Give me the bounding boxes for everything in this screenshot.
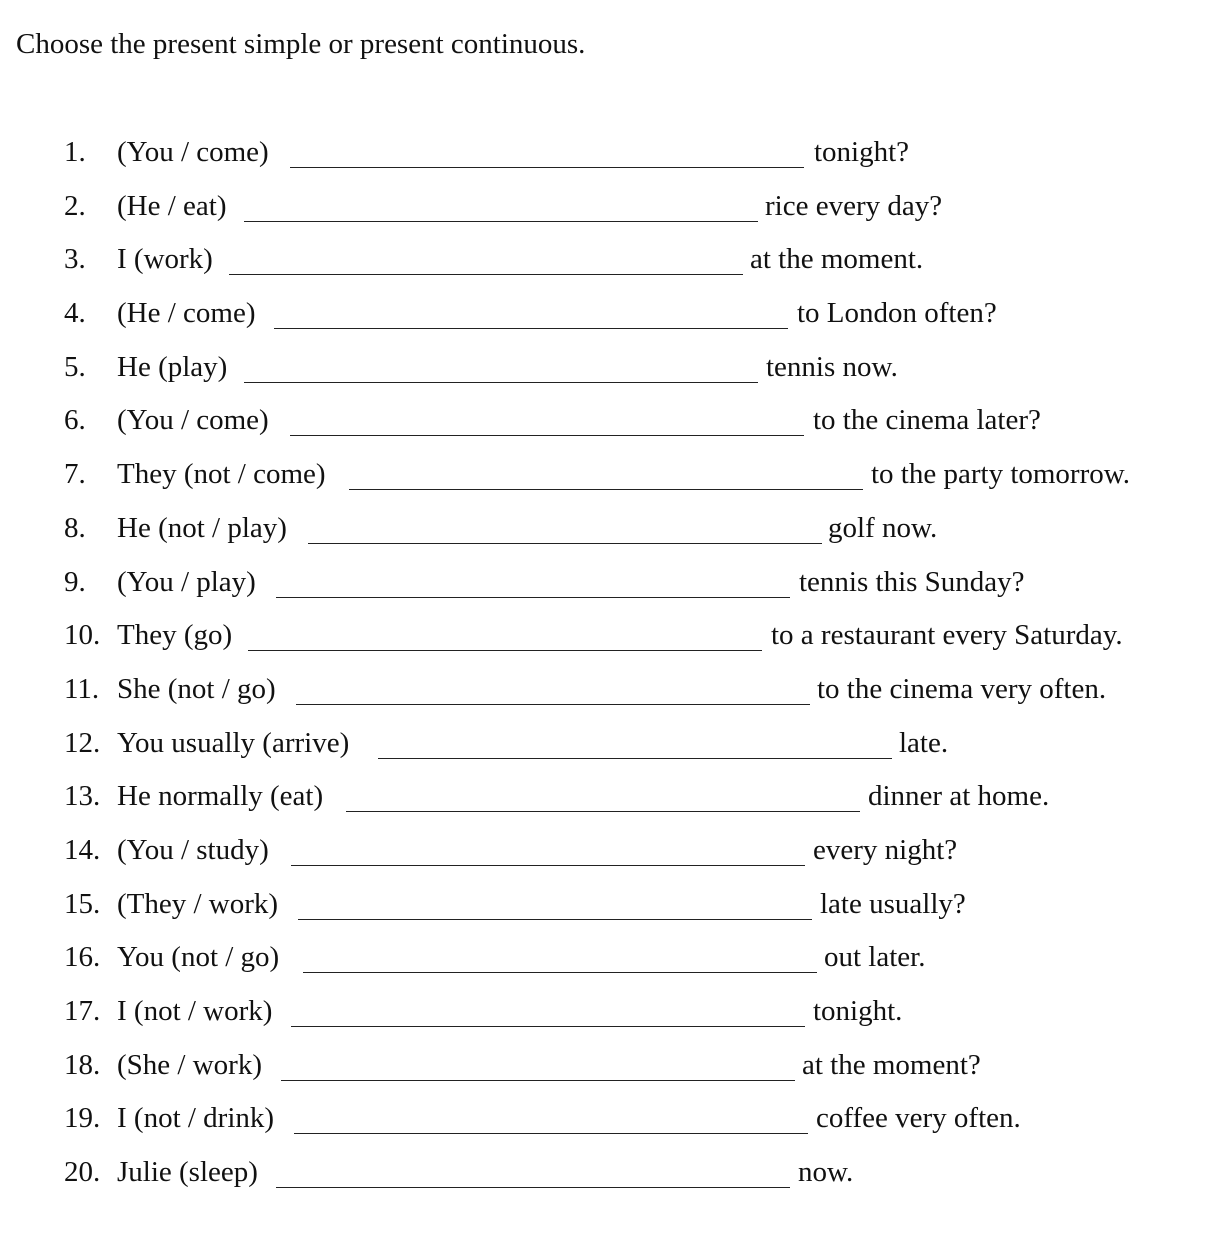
item-ending: tonight?	[814, 136, 910, 168]
item-number: 12.	[64, 726, 101, 759]
item-ending: to London often?	[797, 297, 997, 330]
exercise-item	[64, 240, 1184, 294]
item-prompt: (She / work)	[117, 1048, 262, 1081]
answer-blank[interactable]	[308, 520, 822, 544]
answer-blank[interactable]	[303, 949, 817, 973]
answer-blank[interactable]	[346, 788, 860, 812]
answer-blank[interactable]	[276, 1164, 790, 1188]
answer-blank[interactable]	[290, 412, 804, 436]
item-prompt: I (not / drink)	[117, 1102, 275, 1135]
exercise-item	[64, 401, 1184, 455]
exercise-item	[64, 777, 1184, 831]
exercise-item	[64, 1153, 1184, 1207]
item-number: 10.	[64, 619, 101, 652]
item-ending: at the moment.	[750, 243, 924, 276]
item-number: 19.	[64, 1102, 101, 1135]
item-prompt: (You / play)	[117, 565, 256, 598]
exercise-item	[64, 670, 1184, 724]
answer-blank[interactable]	[378, 735, 892, 759]
exercise-item	[64, 563, 1184, 617]
answer-blank[interactable]	[229, 251, 743, 275]
item-ending: golf now.	[828, 511, 938, 544]
item-prompt: (You / come)	[117, 136, 269, 168]
item-number: 17.	[64, 995, 101, 1027]
exercise-item	[64, 1099, 1184, 1153]
exercise-item	[64, 831, 1184, 885]
item-ending: to the party tomorrow.	[871, 458, 1131, 491]
item-ending: tennis this Sunday?	[799, 565, 1025, 598]
answer-blank[interactable]	[290, 144, 804, 168]
item-ending: tonight.	[813, 995, 903, 1027]
item-ending: tennis now.	[766, 350, 898, 383]
item-ending: rice every day?	[765, 189, 943, 222]
item-prompt: (You / study)	[117, 833, 269, 866]
item-ending: late.	[899, 726, 949, 759]
item-ending: every night?	[813, 833, 958, 866]
answer-blank[interactable]	[276, 574, 790, 598]
answer-blank[interactable]	[296, 681, 810, 705]
item-number: 13.	[64, 780, 101, 813]
item-prompt: He (not / play)	[117, 511, 287, 544]
item-prompt: I (work)	[117, 243, 213, 276]
item-number: 18.	[64, 1048, 101, 1081]
item-number: 6.	[64, 404, 86, 437]
item-prompt: He normally (eat)	[117, 780, 324, 813]
item-prompt: She (not / go)	[117, 672, 276, 705]
answer-blank[interactable]	[291, 842, 805, 866]
exercise-item	[64, 348, 1184, 402]
item-number: 11.	[64, 672, 100, 705]
item-prompt: Julie (sleep)	[117, 1156, 258, 1189]
item-prompt: You (not / go)	[117, 941, 280, 974]
item-ending: late usually?	[820, 887, 966, 920]
item-number: 14.	[64, 833, 101, 866]
exercise-item	[64, 455, 1184, 509]
answer-blank[interactable]	[349, 466, 863, 490]
item-prompt: He (play)	[117, 350, 228, 383]
answer-blank[interactable]	[244, 198, 758, 222]
item-number: 8.	[64, 511, 86, 544]
item-ending: to the cinema very often.	[817, 672, 1107, 705]
item-prompt: They (go)	[117, 619, 233, 652]
item-prompt: They (not / come)	[117, 458, 326, 491]
answer-blank[interactable]	[281, 1057, 795, 1081]
item-number: 9.	[64, 565, 86, 598]
item-number: 20.	[64, 1156, 101, 1189]
exercise-item	[64, 724, 1184, 778]
item-ending: to a restaurant every Saturday.	[771, 619, 1123, 652]
exercise-item	[64, 294, 1184, 348]
exercise-item	[64, 1046, 1184, 1100]
answer-blank[interactable]	[291, 1003, 805, 1027]
exercise-item	[64, 509, 1184, 563]
item-prompt: (He / eat)	[117, 189, 227, 222]
exercise-item	[64, 187, 1184, 241]
answer-blank[interactable]	[274, 305, 788, 329]
item-ending: coffee very often.	[816, 1102, 1021, 1135]
item-ending: to the cinema later?	[813, 404, 1041, 437]
item-prompt: (He / come)	[117, 297, 256, 330]
item-number: 1.	[64, 136, 86, 168]
item-ending: now.	[798, 1156, 854, 1189]
item-number: 16.	[64, 941, 101, 974]
instructions-heading: Choose the present simple or present continuous.	[16, 28, 586, 60]
item-number: 3.	[64, 243, 86, 276]
item-number: 7.	[64, 458, 86, 491]
item-ending: out later.	[824, 941, 926, 974]
exercise-item	[64, 938, 1184, 992]
exercise-item	[64, 616, 1184, 670]
item-number: 2.	[64, 189, 86, 222]
item-prompt: I (not / work)	[117, 995, 273, 1027]
answer-blank[interactable]	[244, 359, 758, 383]
item-ending: at the moment?	[802, 1048, 981, 1081]
item-number: 5.	[64, 350, 86, 383]
exercise-item	[64, 992, 1184, 1046]
exercise-list	[64, 133, 1184, 1207]
item-prompt: (They / work)	[117, 887, 279, 920]
answer-blank[interactable]	[294, 1110, 808, 1134]
item-prompt: (You / come)	[117, 404, 269, 437]
item-number: 15.	[64, 887, 101, 920]
answer-blank[interactable]	[248, 627, 762, 651]
exercise-item	[64, 133, 1184, 187]
item-ending: dinner at home.	[868, 780, 1050, 813]
item-number: 4.	[64, 297, 86, 330]
answer-blank[interactable]	[298, 896, 812, 920]
exercise-item	[64, 885, 1184, 939]
item-prompt: You usually (arrive)	[117, 726, 350, 759]
